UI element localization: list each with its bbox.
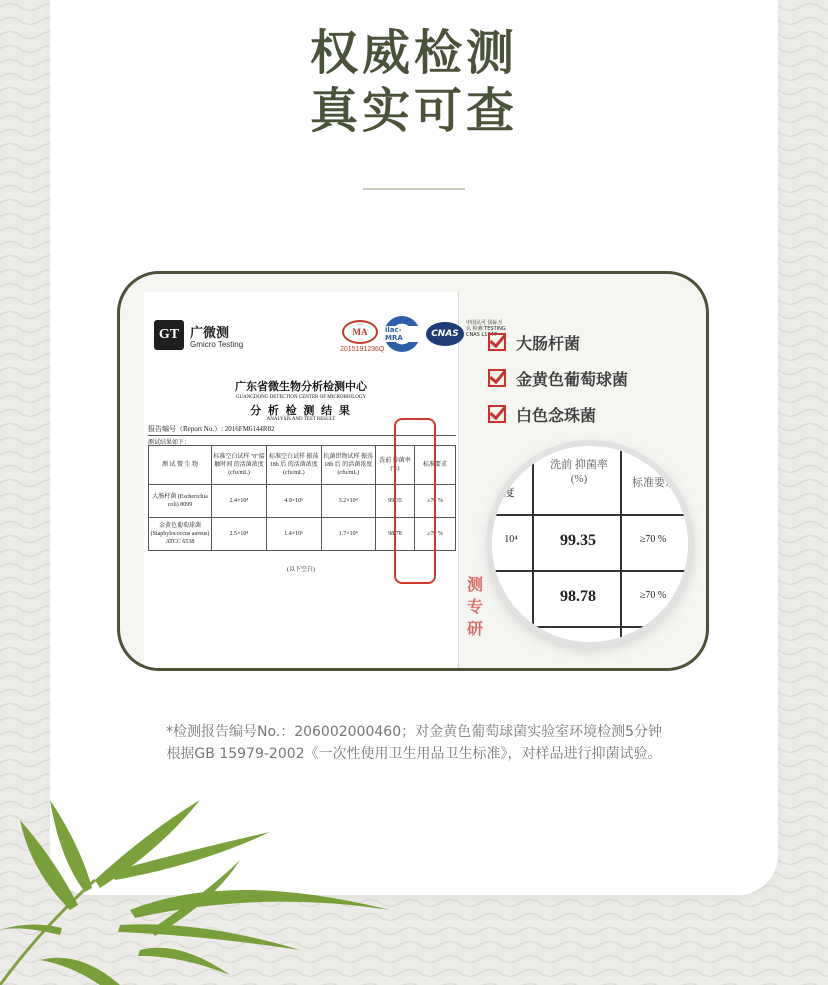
checkbox-checked-icon bbox=[488, 333, 506, 351]
column-header: 抗菌织物试样 振荡 18h 后 的活菌浓度 (cfu/mL) bbox=[321, 446, 376, 485]
cma-code: 2015191236Q bbox=[340, 346, 385, 353]
cma-certification-icon: MA bbox=[342, 320, 378, 344]
value-cell: 1.4×10⁶ bbox=[267, 518, 321, 551]
footnote-line-2: 根据GB 15979-2002《一次性使用卫生用品卫生标准》，对样品进行抑菌试验。 bbox=[166, 746, 662, 762]
standard-cell: ≥70 % bbox=[415, 518, 456, 551]
checkbox-checked-icon bbox=[488, 405, 506, 423]
grid-line bbox=[492, 626, 688, 628]
grid-line bbox=[492, 570, 688, 572]
report-number: 报告编号（Report No.）: 2016FM6144R02 bbox=[148, 425, 275, 433]
mag-value-2: 98.78 bbox=[560, 588, 596, 605]
lab-logo-icon: GT bbox=[154, 320, 184, 350]
grid-line bbox=[492, 514, 688, 516]
mag-header-rate: 洗前 抑菌率 (%) bbox=[550, 459, 608, 485]
red-seal-stamp: 测 专 研 bbox=[466, 575, 483, 638]
mag-sci-value: 10⁴ bbox=[504, 534, 518, 545]
checklist bbox=[488, 324, 628, 432]
heading-divider bbox=[363, 188, 465, 190]
standard-cell: ≥70 % bbox=[415, 485, 456, 518]
heading-line-1: 权威检测 bbox=[309, 25, 518, 81]
ilac-mra-icon bbox=[384, 316, 420, 352]
ilac-label: ilac-MRA bbox=[384, 326, 420, 342]
report-frame bbox=[117, 271, 709, 671]
list-item bbox=[488, 396, 628, 432]
value-cell: 4.9×10⁶ bbox=[267, 485, 321, 518]
rate-cell: 98.78 bbox=[376, 518, 415, 551]
column-header: 标准空白试样 振荡 18h 后 的活菌浓度 (cfu/mL) bbox=[267, 446, 321, 485]
bamboo-leaves-decoration bbox=[0, 760, 420, 985]
footnote-line-1: *检测报告编号No.：206002000460；对金黄色葡萄球菌实验室环境检测5分钟 bbox=[165, 724, 663, 740]
organism-cell: 大肠杆菌 (Escherichia coli) 8099 bbox=[149, 485, 212, 518]
checkbox-checked-icon bbox=[488, 369, 506, 387]
cnas-icon: CNAS bbox=[426, 322, 464, 346]
grid-line bbox=[532, 446, 534, 642]
mag-edge-label: 度 bbox=[503, 487, 515, 499]
report-subtitle-en: ANALYSIS AND TEST RESULT bbox=[266, 417, 336, 422]
lab-name-en: Gmicro Testing bbox=[190, 340, 244, 349]
report-end-note: (以下空白) bbox=[287, 567, 315, 573]
report-title-en: GUANGDONG DETECTION CENTER OF MICROBIOLOGY bbox=[235, 395, 367, 400]
organism-cell: 金黄色葡萄球菌 (Staphylococcus aureus) ATCC 6538 bbox=[149, 518, 212, 551]
list-item bbox=[488, 360, 628, 396]
column-header: 洗前 抑菌率 (%) bbox=[376, 446, 415, 485]
grid-line bbox=[620, 446, 622, 642]
report-title-cn: 广东省微生物分析检测中心 bbox=[235, 381, 367, 393]
mag-standard-2: ≥70 % bbox=[639, 590, 667, 601]
value-cell: 2.5×10⁴ bbox=[212, 518, 267, 551]
column-header: 标准空白试样 "0"接触时间 的活菌浓度 (cfu/mL) bbox=[212, 446, 267, 485]
rate-highlight-box bbox=[394, 418, 436, 584]
list-item bbox=[488, 324, 628, 360]
magnifier-lens bbox=[492, 446, 688, 642]
check-label: 大肠杆菌 bbox=[516, 333, 581, 353]
mag-header-standard: 标准要求 bbox=[632, 477, 676, 489]
column-header: 测 试 微 生 物 bbox=[149, 446, 212, 485]
report-subtitle-cn: 分 析 检 测 结 果 bbox=[250, 405, 352, 417]
column-header: 标准要求 bbox=[415, 446, 456, 485]
heading-line-2: 真实可查 bbox=[309, 83, 518, 139]
value-cell: 2.4×10⁴ bbox=[212, 485, 267, 518]
rate-cell: 99.35 bbox=[376, 485, 415, 518]
mag-standard-1: ≥70 % bbox=[639, 534, 667, 545]
check-label: 白色念珠菌 bbox=[516, 405, 597, 425]
cnas-text: 中国认可 国际互认 检测 TESTING CNAS L1747 bbox=[466, 320, 506, 338]
value-cell: 3.2×10⁴ bbox=[321, 485, 376, 518]
value-cell: 1.7×10⁴ bbox=[321, 518, 376, 551]
check-label: 金黄色葡萄球菌 bbox=[516, 369, 629, 389]
mag-value-1: 99.35 bbox=[560, 532, 596, 549]
report-note: 测试结果如下： bbox=[148, 435, 456, 446]
lab-name: 广微测 bbox=[190, 325, 230, 340]
